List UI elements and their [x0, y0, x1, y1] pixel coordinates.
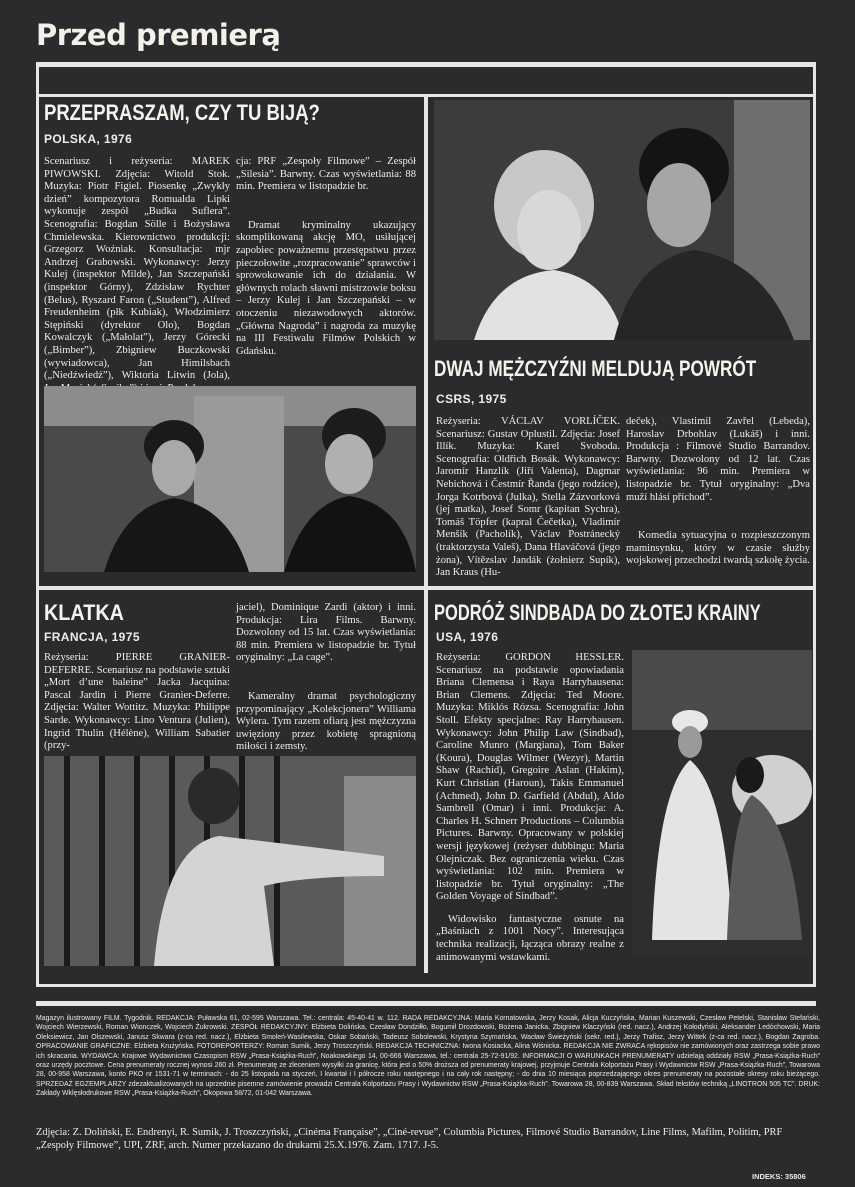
bottom-rule: [36, 1001, 816, 1006]
film-credits-col2: [236, 156, 416, 358]
row-divider-left: [39, 586, 427, 590]
row-divider-right: [426, 586, 816, 590]
credits-text: Scenariusz i reżyseria: MAREK PIWOWSKI. Zdjęcia: Witold Stok. Muzyka: Piotr Figiel. Piosenkę „Zwykły dzień” kompozytora Romualda Lipki wykonuje zespół „Budka Suflera”. Scenografia: Bogdan Sölle i Bożysława Chmielewska. Kierownictwo produkcji: Grzegorz Woźniak. Konsultacja: mjr Andrzej Grabowski. Wykonawcy: Jerzy Kulej (inspektor Milde), Jan Szczepański (inspektor Górny), Zdzisław Rychter (Belus), Ryszard Faron („Student”), Alfred Freudenheim (płk Kubiak), Włodzimierz Stępiński (dyrektor Olo), Bogdan Kowalczyk („Małolat”), Jerzy Górecki („Bimber”), Zbigniew Buczkowski (wywiadowca), Jan Himilsbach („Niedźwiedź”), Wiktoria Litwin (Jola),: [44, 156, 230, 382]
film-title: PODRÓŻ SINDBADA DO ZŁOTEJ KRAINY: [434, 600, 761, 625]
film-title: PRZEPRASZAM, CZY TU BIJĄ?: [44, 100, 320, 125]
film-description: Dramat kryminalny ukazujący skomplikowaną akcję MO, usiłującej zapobiec poważnemu przestępstwu przez pieczołowite „rozpracowanie” sprawców i sprowokowanie ich do działania. W głównych rolach sławni mistrzowie boksu – Jerzy Kulej i Jan Szczepański – w otoczeniu niezawodowych aktorów. „Główna Nagroda” i nagroda za muzykę na III Festiwalu Filmów Polskich w Gdańsku.: [236, 219, 416, 357]
index-number: INDEKS: 35806: [752, 1172, 806, 1181]
credits-text: deček), Vlastimil Zavřel (Lebeda), Haroslav Drbohlav (Lukáš) i inni. Produkcja : Filmové Studio Barrandov. Barwny. Dozwolony od 12 lat. Czas wyświetlania: 96 min. Premiera w listopadzie br. Tytuł oryginalny: „Dva muží hlásí příchod”.: [626, 416, 810, 503]
credits-text: Reżyseria: GORDON HESSLER. Scenariusz na podstawie opowiadania Briana Clemensa i Raya Harryhausena: Brian Clemens. Zdjęcia: Ted Moore. Muzyka: Miklós Rózsa. Scenografia: John Stoll. Efekty specjalne: Ray Harryhausen. Wykonawcy: John Philip Law (Sindbad), Caroline Munro (Margiana), Tom Baker (Koura), Douglas Wilmer (Wezyr), Martin Shaw (Rachid), Gregoire Aslan (Hakim), Kurt Christian (Haroun), Takis Emmanuel (Achmed), John D. Garfield (Abdul), Aldo Sambrell (Omar) i inni. Produkcja: A. Charles H. Schnerr Productions – Columbia Pictures. Barwny. Opracowany w polskiej wersji językowej (reżyser dubbingu: Maria Olejniczak. Bez ograniczenia wieku. Czas wyświetlania: 102 min. Premiera w listopadzie br. Tytuł oryginalny: „The Golden Voyage of Sindbad”.: [436, 652, 624, 903]
film-title: KLATKA: [44, 600, 124, 625]
credits-text: cja: PRF „Zespoły Filmowe” – Zespół „Silesia”. Barwny. Czas wyświetlania: 88 min. Premiera w listopadzie br.: [236, 156, 416, 193]
credits-text: Reżyseria: PIERRE GRANIER-DEFERRE. Scenariusz na podstawie sztuki „Mort d’une baleine” Jacka Jacquina: Pascal Jardin i Pierre Granier-Deferre. Zdjęcia: Walter Wottitz. Muzyka: Philippe Sarde. Wykonawcy: Lino Ventura (Julien), Ingrid Thulin (Hélène), William Sabatier (przy-: [44, 652, 230, 752]
film-still-photo: [434, 100, 810, 340]
credits-text: jaciel), Dominique Zardi (aktor) i inni. Produkcja: Lira Films. Barwny. Dozwolony od 15 lat. Czas wyświetlania: 88 min. Premiera w listopadzie br. Tytuł oryginalny: „La cage”.: [236, 602, 416, 664]
film-country: POLSKA, 1976: [44, 132, 133, 146]
film-description: Komedia sytuacyjna o rozpieszczonym maminsynku, który w czasie służby wojskowej przechodzi twardą szkołę życia.: [626, 530, 810, 567]
column-divider: [424, 97, 428, 973]
credits-text: Reżyseria: VÁCLAV VORLÍČEK. Scenariusz: Gustav Oplustil. Zdjęcia: Josef Illík. Muzyka: Karel Svoboda. Scenografia: Oldřich Bosák. Wykonawcy: Jaromír Hanzlík (Jiří Valenta), Dagmar Nebichová i Čestmír Řanda (jego rodzice), Jorga Kotrbová (Julka), Stella Zázvorková (jej matka), Josef Somr (kapitan Sychra), Tomáš Töpfer (kapral Čečetka), Vladimír Menšík (Pacholík), Václav Postránecký (traktorzysta Valeš), Dana Hlaváčová (jego żona), Vítězslav Jandák (żołnierz Supík), Jan Kraus (Hu-: [436, 416, 620, 579]
film-country: USA, 1976: [436, 630, 499, 644]
film-country: FRANCJA, 1975: [44, 630, 140, 644]
page-heading: Przed premierą: [36, 18, 281, 52]
masthead-imprint: Magazyn ilustrowany FILM. Tygodnik. REDAKCJA: Puławska 61, 02-595 Warszawa. Tel.: centrala: 45-40-41 w. 112. RADA REDAKCYJNA: Maria Kornatowska, Jerzy Kosak, Alicja Kuczyńska, Marian Kuszewski, Czesław Petelski, Stanisław Stefański, Wojciech Wierzewski, Roman Wionczek, Wojciech Żukrowski. ZESPÓŁ REDAKCYJNY: Elżbieta Dolińska, Czesław Dondziłło, Bogumił Drozdowski, Bożena Janicka, Zbigniew Klaczyński (red. nacz.), Andrzej Kołodyński, Aleksander Ledóchowski, Maria Oleksiewicz, Jan Olszewski, Janusz Skwara (z-ca red. nacz.), Elżbieta Smoleń-Wasilewska, Oskar Sobański, Tadeusz Sobolewski, Krystyna Szymańska, Wacław Świeżyński (sekr. red.), Jerzy Trafisz, Jerzy Wittek (z-ca red. nacz.), Bogdan Zagroba. OPRACOWANIE GRAFICZNE: Elżbieta Krużyńska. FOTOREPORTERZY: Roman Sumik, Jerzy Troszczyński. REDAKCJA TECHNICZNA: Iwona Kosiacka, Alina Wiśnicka. REDAKCJA NIE ZWRACA rękopisów nie zamówionych oraz zastrzega sobie prawo ich skracania. WYDAWCA: Krajowe Wydawnictwo Czasopism RSW „Prasa-Książka-Ruch”, Noakowskiego 14, 00-666 Warszawa, tel.: centrala 25-72-91/92. INFORMACJI O WARUNKACH PRENUMERATY udzielają oddziały RSW „Prasa-Książka-Ruch” oraz urzędy pocztowe. Cena prenumeraty rocznej wynosi 260 zł. Prenumeratę ze zleceniem wysyłki za granicę, która jest o 50% droższa od prenumeraty krajowej, przyjmuje Centrala Kolportażu Prasy i Wydawnictw RSW „Prasa-Książka-Ruch”, Towarowa 28, 00-958 Warszawa, konto PKO nr 1531-71 w terminach: - do 25 listopada na styczeń, I kwartał i I półrocze roku następnego i na cały rok następny; - do dnia 10 miesiąca poprzedzającego okres prenumeraty na pozostałe okresy roku bieżącego. SPRZEDAŻ EGZEMPLARZY zdezaktualizowanych na uprzednie pisemne zamówienie prowadzi Centrala Kolportażu Prasy i Wydawnictw RSW „Prasa-Książka-Ruch”. Towarowa 28, 00-839 Warszawa. Skład tekstów techniką „LINOTRON 505 TC”. DRUK: Zakłady Wklęsłodrukowe RSW „Prasa-Książka-Ruch”, Okopowa 58/72, 01-042 Warszawa.: [36, 1015, 820, 1098]
film-title: DWAJ MĘŻCZYŹNI MELDUJĄ POWRÓT: [434, 356, 757, 381]
film-credits-col1: [436, 652, 624, 964]
film-credits-col1: [44, 156, 230, 395]
film-description: Kameralny dramat psychologiczny przypominający „Kolekcjonera” Williama Wylera. Tym razem ofiarą jest mężczyzna uwięziony przez kobietę spragnioną miłości i zemsty.: [236, 690, 416, 753]
film-credits-col1: [44, 652, 230, 753]
film-description: Widowisko fantastyczne osnute na „Baśniach z 1001 Nocy”. Interesująca technika realizacji, łącząca obrazy realne z animowanymi wstawkami.: [436, 913, 624, 963]
photo-credits: Zdjęcia: Z. Doliński, E. Endrenyi, R. Sumik, J. Troszczyński, „Cinéma Française”, „Ciné-revue”, Columbia Pictures, Filmové Studio Barrandov, Line Films, Mafilm, Politim, PRF „Zespoły Filmowe”, UPI, ZRF, arch. Numer przekazano do drukarni 25.X.1976. Zam. 1717. J-5.: [36, 1127, 783, 1151]
film-still-photo: [44, 386, 416, 572]
film-still-photo: [44, 756, 416, 966]
film-credits-col1: [436, 416, 620, 580]
film-credits-col2: [236, 602, 416, 754]
film-country: CSRS, 1975: [436, 392, 507, 406]
film-still-photo: [632, 650, 812, 956]
film-credits-col2: [626, 416, 810, 568]
